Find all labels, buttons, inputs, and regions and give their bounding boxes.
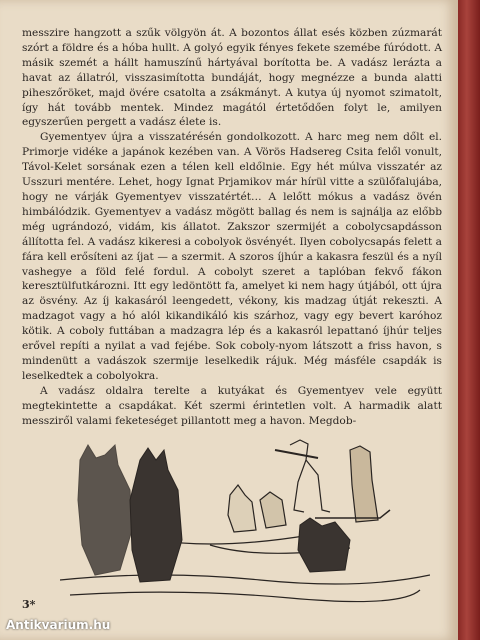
- paragraph-3: A vadász oldalra terelte a kutyákat és Gyementyev vele együtt megtekintette a csapdákat. Két szermi érintetlen volt. A harmadik alatt messziről valami feketeséget pillantott meg a havon. Megdob-: [22, 384, 442, 427]
- watermark: Antikvarium.hu: [6, 618, 111, 632]
- paragraph-2: Gyementyev újra a visszatérésén gondolkozott. A harc meg nem dőlt el. Primorje vidéke a japánok kezében van. A Vörös Hadsereg Csita felől vonult, Távol-Kelet sorsának ezen a télen kell eldőlnie. Egy hét múlva visszatér az Usszuri mentére. Lehet, hogy Ignat Prjamikov már hírül vitte a szülőfalujába, hogy ne várják Gyementyev visszatértét… A lelőtt mókus a vadász övén himbálódzik. Gyementyev a vadász mögött ballag és nem is sajnálja az előbb még ugrándozó, vidám, kis állatot. Zakszor szermijét a cobolycsapdásson állította fel. A vadász kikeresi a cobolyok ösvényét. Ilyen cobolycsapás felett a fára kell erősíteni az íjat — a szermit. A szoros íjhúr a kakasra feszül és a nyíl vashegye a föld felé fordul. A cobolyt szeret a taplóban fekvő fákon keresztülfutkározni. Itt egy ledöntött fa, amelyet ki nem hagy útjából, ott újra az ösvény. Az íj kakasáról leengedett, vékony, kis madzag útját rekeszti. A madzagot vagy a hó alól kikandikáló kis szárhoz, vagy egy bevert karóhoz kötik. A coboly futtában a madzagra lép és a kakasról lepattanó íjhúr teljes erővel repíti a nyilat a vad fejébe. Sok coboly-nyom látszott a friss havon, s mindenütt a vadászok szermije leselkedik rájuk. Még másféle csapdák is leselkedtek a cobolyokra.: [22, 131, 442, 382]
- book-spine: [458, 0, 480, 640]
- sled-dogs-illustration: [60, 430, 430, 610]
- paragraph-1: messzire hangzott a szűk völgyön át. A bozontos állat esés közben zúzmarát szórt a földre és a hóba hullt. A golyó egyik fényes fekete szemébe fúródott. A másik szemét a hállt hamuszínű hártyával borította be. A vadász lerázta a havat az állatról, visszasimította bundáját, hogy megnézze a bunda alatti piheszőröket, majd övére csatolta a zsákmányt. A kutya új nyomot szimatolt, így hát tovább mentek. Mindez magától értetődően folyt le, amilyen egyszerűen pergett a vadász élete is.: [22, 27, 442, 129]
- body-text: [22, 26, 442, 428]
- page-number: 3*: [22, 598, 36, 611]
